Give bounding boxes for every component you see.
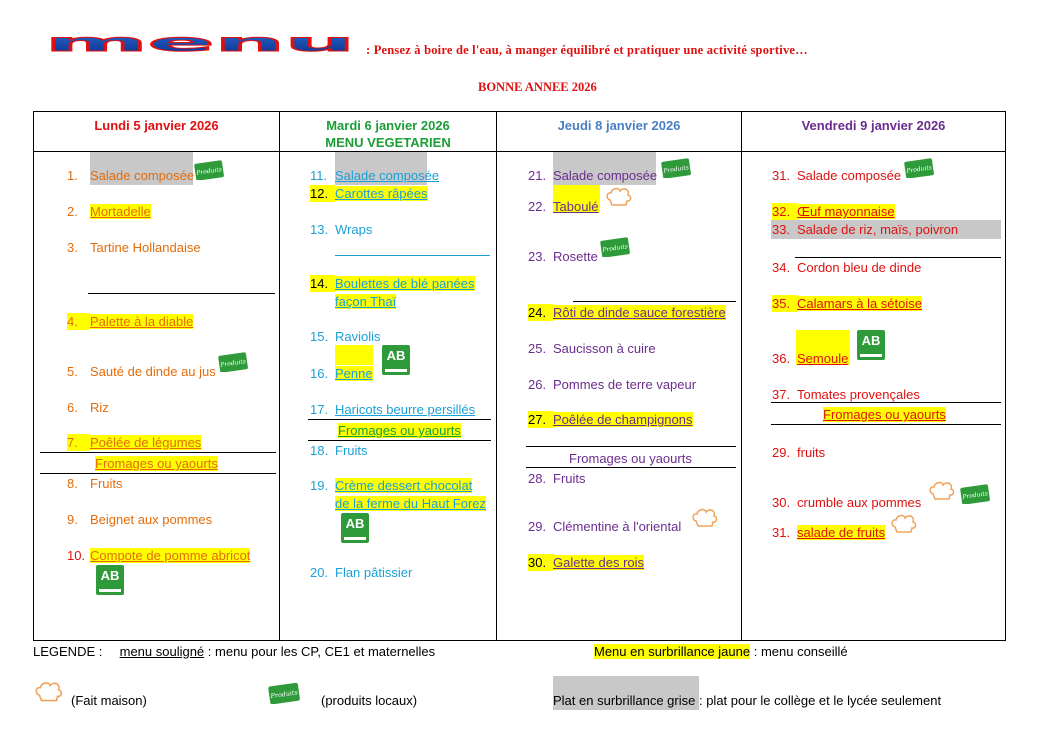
legend-yellow-key: Menu en surbrillance jaune: [594, 644, 751, 659]
organic-ab-badge: AB: [857, 330, 885, 360]
day-header-row: [34, 112, 1006, 152]
day-column-jeudi: [497, 152, 742, 641]
separator-line: [526, 446, 736, 447]
legend-grey-key: Plat en surbrillance grise: [553, 693, 696, 708]
menu-item-cont: façon Thaï: [335, 294, 397, 309]
menu-item-cont: de la ferme du Haut Forez: [335, 496, 487, 511]
svg-text:Produits: Produits: [602, 243, 629, 254]
day-header-vendredi: Vendredi 9 janvier 2026: [742, 112, 1006, 152]
local-product-badge: [661, 156, 691, 181]
svg-text:Produits: Produits: [906, 164, 933, 175]
separator-line: [771, 402, 1001, 403]
separator-line: [526, 467, 736, 468]
svg-text:Produits: Produits: [663, 164, 690, 175]
cheese-option: Fromages ou yaourts: [823, 407, 946, 422]
vegetarian-label: MENU VEGETARIEN: [325, 135, 451, 150]
yellow-highlight: [335, 345, 373, 365]
greeting: BONNE ANNEE 2026: [478, 80, 597, 94]
menu-item: 31. salade de fruits: [772, 525, 886, 540]
menu-item: 7. Poêlée de légumes: [67, 435, 202, 450]
day-header-mardi: Mardi 6 janvier 2026 MENU VEGETARIEN: [280, 112, 497, 152]
local-product-badge: [960, 482, 990, 507]
legend-grey: [553, 693, 941, 708]
menu-item: 26. Pommes de terre vapeur: [528, 377, 697, 392]
menu-item: 36. Semoule: [772, 351, 849, 366]
cheese-option: Fromages ou yaourts: [95, 456, 218, 471]
day-column-mardi: [280, 152, 497, 641]
separator-line: [40, 473, 276, 474]
homemade-chef-hat-icon: [691, 507, 719, 532]
separator-line: [573, 301, 736, 302]
legend-yellow: [594, 644, 848, 659]
local-product-badge: [600, 235, 630, 260]
menu-item: 29. Clémentine à l'oriental: [528, 519, 682, 534]
menu-item: 3. Tartine Hollandaise: [67, 240, 201, 255]
menu-item: 34. Cordon bleu de dinde: [772, 260, 922, 275]
menu-item: 13. Wraps: [310, 222, 373, 237]
menu-item: 11. Salade composée: [310, 168, 440, 183]
local-product-badge: [218, 350, 248, 375]
menu-item: 32. Œuf mayonnaise: [772, 204, 895, 219]
menu-item: 9. Beignet aux pommes: [67, 512, 213, 527]
menu-item: 37. Tomates provençales: [772, 387, 920, 402]
menu-item: 20. Flan pâtissier: [310, 565, 413, 580]
local-product-badge: [194, 158, 224, 183]
svg-text:Produits: Produits: [270, 688, 299, 701]
svg-text:Produits: Produits: [962, 490, 989, 501]
day-header-lundi: Lundi 5 janvier 2026: [34, 112, 280, 152]
cheese-option: Fromages ou yaourts: [569, 451, 692, 466]
menu-item: 30. Galette des rois: [528, 555, 645, 570]
separator-line: [771, 424, 1001, 425]
menu-item: 30. crumble aux pommes: [772, 495, 922, 510]
menu-item: 16. Penne: [310, 366, 373, 381]
legend-homemade-chef-hat-icon: [34, 680, 64, 707]
menu-item: 25. Saucisson à cuire: [528, 341, 656, 356]
menu-item: 24. Rôti de dinde sauce forestière: [528, 305, 726, 320]
menu-item: 22. Taboulé: [528, 199, 599, 214]
menu-table: [33, 111, 1006, 641]
separator-line: [308, 440, 491, 441]
svg-text:Produits: Produits: [196, 166, 223, 177]
menu-item: 31. Salade composée: [772, 168, 902, 183]
menu-item: 2. Mortadelle: [67, 204, 151, 219]
menu-item: 5. Sauté de dinde au jus: [67, 364, 216, 379]
homemade-chef-hat-icon: [890, 513, 918, 538]
menu-item: 6. Riz: [67, 400, 109, 415]
day-column-vendredi: [742, 152, 1006, 641]
menu-item: 15. Raviolis: [310, 329, 381, 344]
legend-label: LEGENDE :: [33, 644, 103, 659]
separator-line: [308, 419, 491, 420]
menu-item: 1. Salade composée: [67, 168, 195, 183]
separator-line: [795, 257, 1001, 258]
organic-ab-badge: AB: [382, 345, 410, 375]
legend-row-1: [33, 644, 435, 659]
menu-item: 12. Carottes râpées: [310, 186, 428, 201]
separator-line: [88, 293, 275, 294]
organic-ab-badge: AB: [96, 565, 124, 595]
menu-item: 28. Fruits: [528, 471, 586, 486]
homemade-chef-hat-icon: [605, 186, 633, 211]
svg-text:Produits: Produits: [220, 358, 247, 369]
cheese-option: Fromages ou yaourts: [338, 423, 461, 438]
menu-item: 14. Boulettes de blé panées: [310, 276, 475, 291]
menu-item: 29. fruits: [772, 445, 826, 460]
menu-logo: [42, 26, 358, 56]
logo-text: menu: [44, 27, 355, 56]
menu-item: 19. Crème dessert chocolat: [310, 478, 473, 493]
homemade-chef-hat-icon: [928, 480, 956, 505]
local-product-badge: [904, 156, 934, 181]
legend-local-desc: (produits locaux): [321, 693, 418, 708]
menu-item: 27. Poêlée de champignons: [528, 412, 693, 427]
legend-underline-desc: : menu pour les CP, CE1 et maternelles: [204, 644, 436, 659]
organic-ab-badge: AB: [341, 513, 369, 543]
legend-grey-desc: : plat pour le collège et le lycée seulement: [695, 693, 942, 708]
menu-item: 8. Fruits: [67, 476, 123, 491]
menu-item: 10. Compote de pomme abricot: [67, 548, 251, 563]
legend-underline-key: menu souligné: [119, 644, 205, 659]
menu-item: 23. Rosette: [528, 249, 598, 264]
menu-item: 17. Haricots beurre persillés: [310, 402, 476, 417]
separator-line: [335, 255, 490, 256]
legend-homemade-desc: (Fait maison): [71, 693, 147, 708]
day-column-lundi: [34, 152, 280, 641]
separator-line: [40, 452, 276, 453]
day-header-jeudi: Jeudi 8 janvier 2026: [497, 112, 742, 152]
menu-item: 4. Palette à la diable: [67, 314, 194, 329]
legend-local-product-badge: [268, 680, 300, 707]
menu-item: 18. Fruits: [310, 443, 368, 458]
menu-item: 35. Calamars à la sétoise: [772, 296, 922, 311]
menu-item: 33. Salade de riz, maïs, poivron: [772, 222, 959, 237]
legend-yellow-desc: : menu conseillé: [750, 644, 848, 659]
tagline: : Pensez à boire de l'eau, à manger équilibré et pratiquer une activité sportive…: [366, 43, 808, 57]
menu-item: 21. Salade composée: [528, 168, 658, 183]
